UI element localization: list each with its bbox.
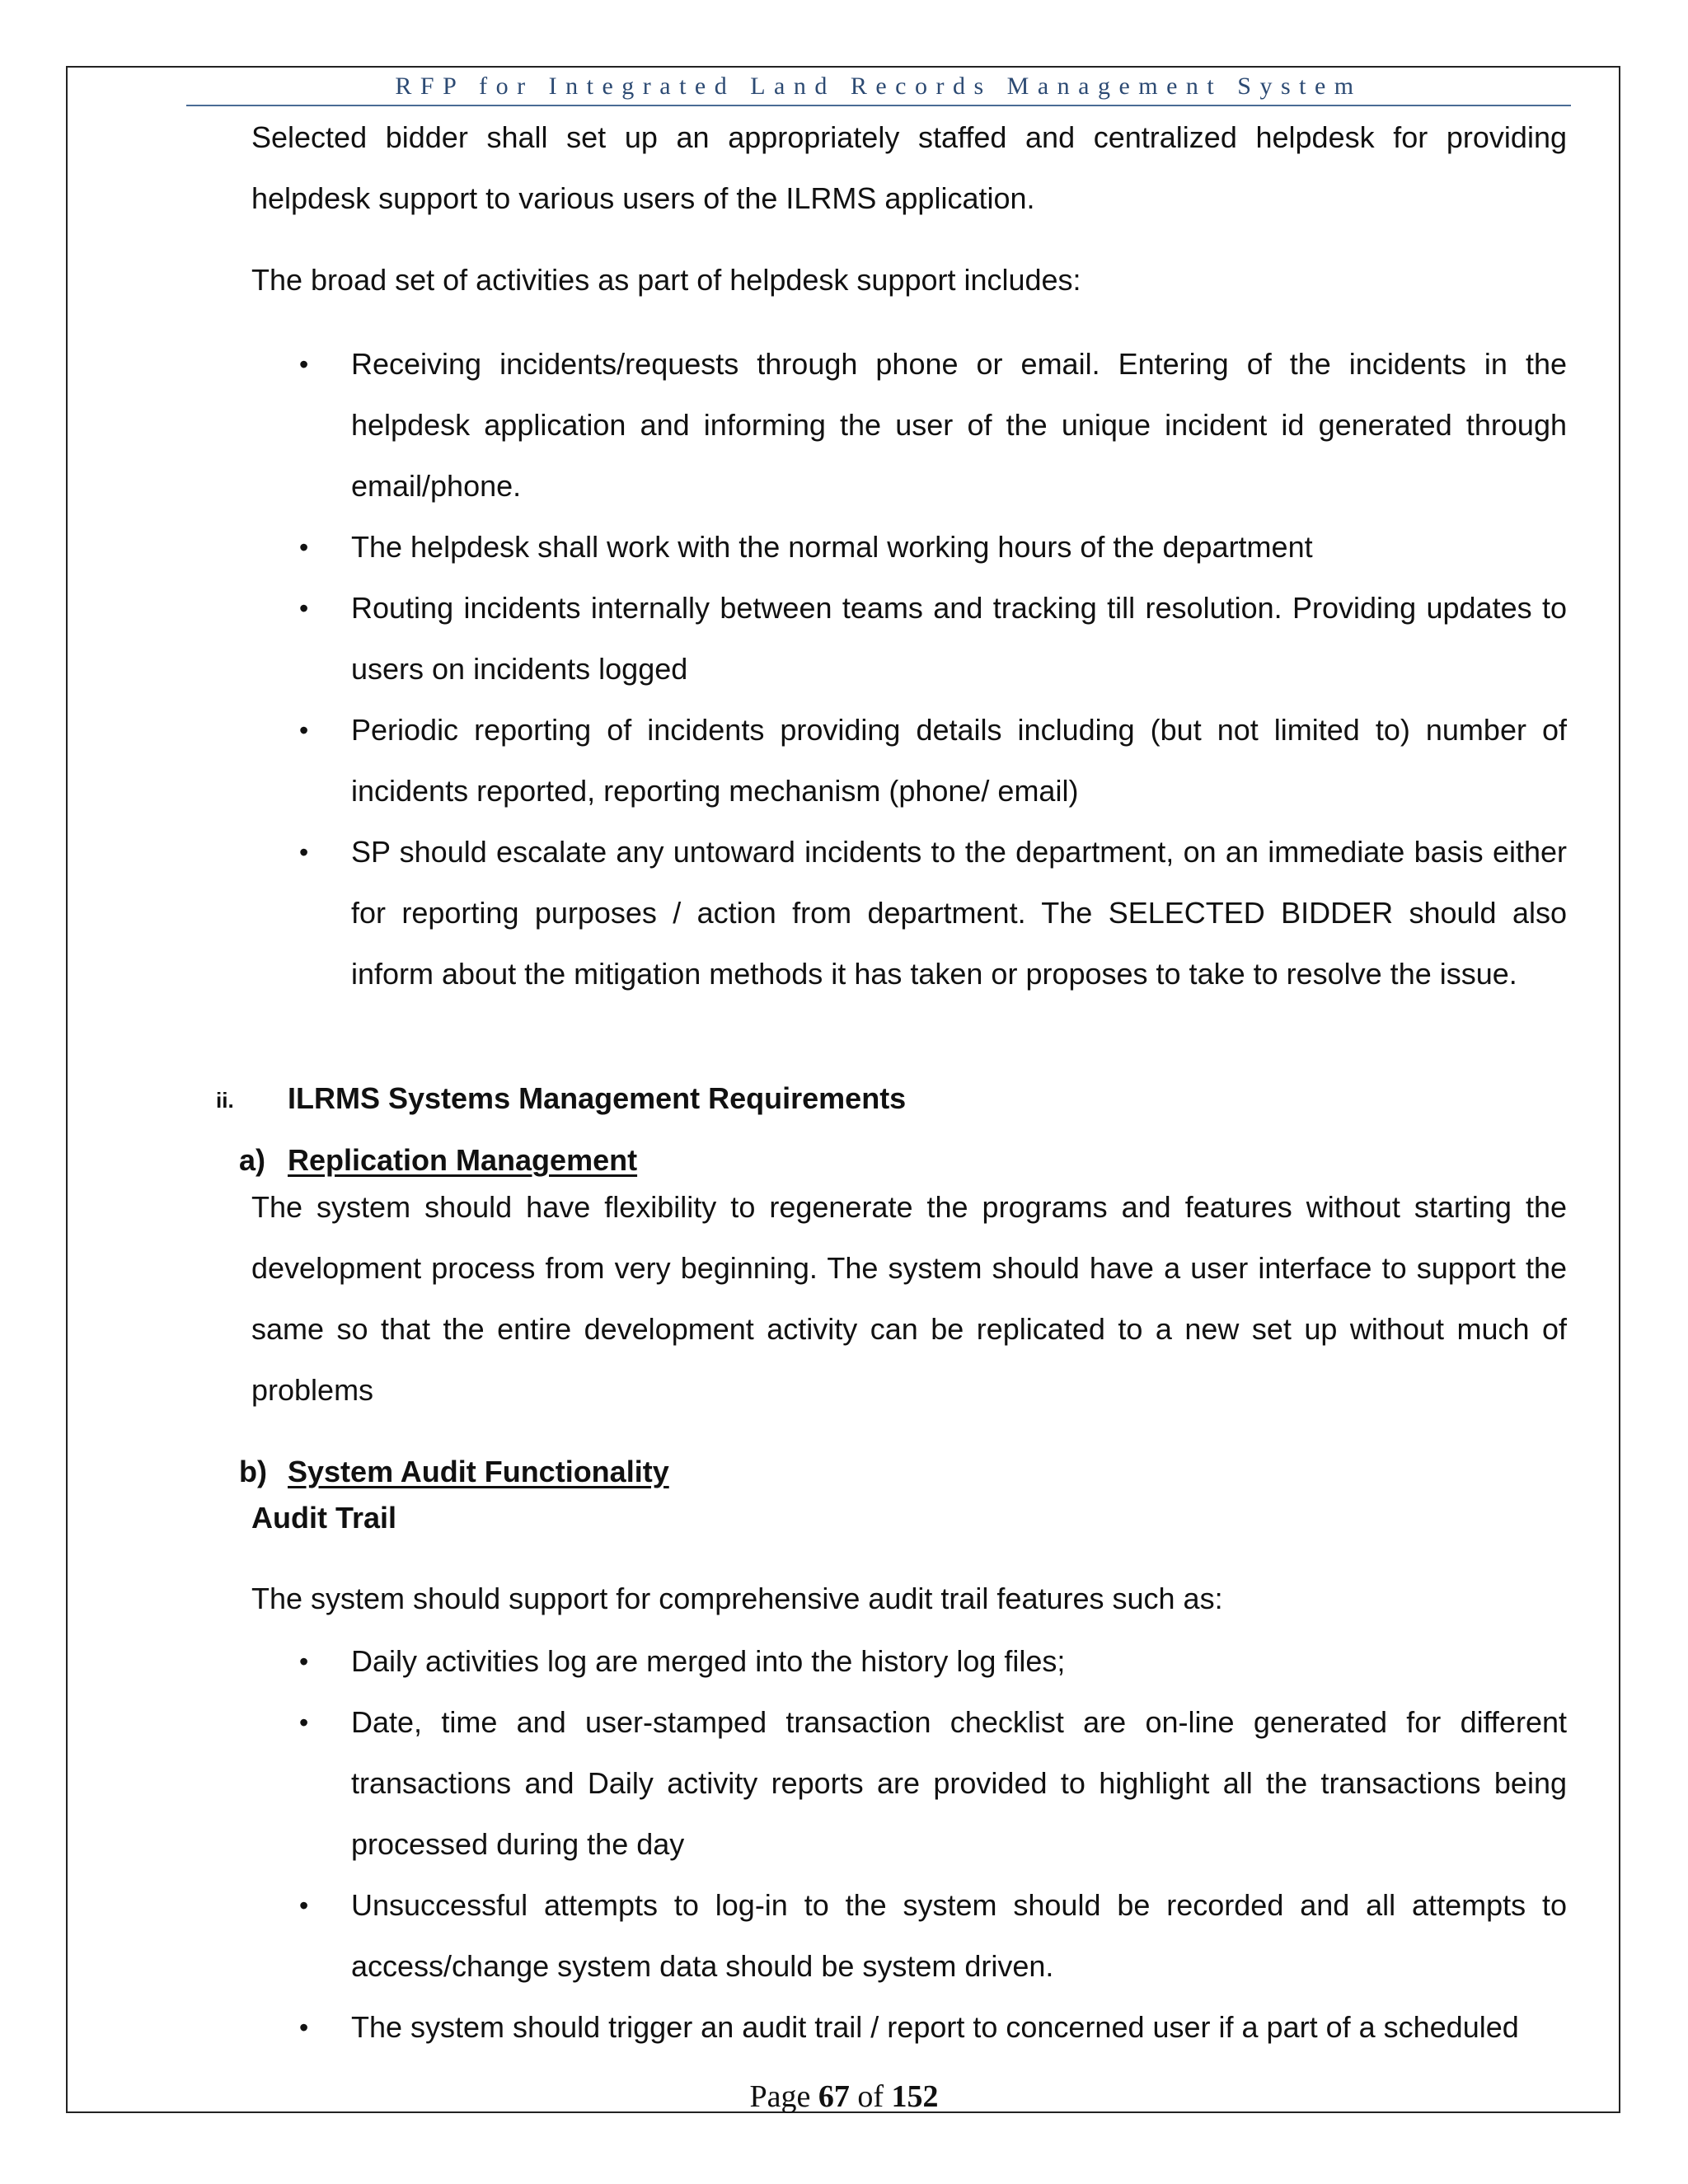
header-rule (186, 105, 1571, 106)
audit-heading: System Audit Functionality (288, 1455, 669, 1488)
list-item-text: Daily activities log are merged into the history log files; (351, 1644, 1066, 1678)
footer-total-pages: 152 (891, 2079, 939, 2114)
section-heading: ILRMS Systems Management Requirements (288, 1081, 907, 1115)
audit-lead: The system should support for comprehensive audit trail features such as: (251, 1582, 1223, 1615)
intro-paragraph: Selected bidder shall set up an appropriately staffed and centralized helpdesk for providing helpdesk support to various users of the ILRMS application. (251, 120, 1567, 215)
list-item (251, 1631, 1567, 1692)
bullet-icon: • (299, 1647, 309, 1676)
footer-page-word: Page (749, 2079, 811, 2114)
bullet-icon: • (299, 349, 309, 379)
running-header: RFP for Integrated Land Records Management System (395, 73, 1362, 100)
replication-heading: Replication Management (288, 1143, 638, 1177)
replication-paragraph: The system should have flexibility to regenerate the programs and features without starting the development process from very beginning. The system should have a user interface to support the same so that the entire development activity can be replicated to a new set up without much of problems (251, 1190, 1567, 1407)
list-item (251, 1997, 1567, 2058)
page-footer (0, 2079, 1688, 2115)
helpdesk-activities-list (251, 334, 1567, 1005)
list-item-text: The helpdesk shall work with the normal working hours of the department (351, 530, 1313, 564)
list-item-text: The system should trigger an audit trail / report to concerned user if a part of a scheduled (351, 2010, 1519, 2044)
list-item (251, 700, 1567, 822)
bullet-icon: • (299, 1891, 309, 1920)
subsection-letter-a: a) (239, 1143, 266, 1177)
footer-of-word: of (857, 2079, 884, 2114)
activities-lead: The broad set of activities as part of helpdesk support includes: (251, 263, 1081, 297)
list-item-text: Date, time and user-stamped transaction checklist are on-line generated for different transactions and Daily activity reports are provided to highlight all the transactions being processed during the day (351, 1705, 1567, 1861)
bullet-icon: • (299, 2013, 309, 2042)
list-item-text: Routing incidents internally between teams and tracking till resolution. Providing updates to users on incidents logged (351, 591, 1567, 686)
bullet-icon: • (299, 715, 309, 745)
bullet-icon: • (299, 593, 309, 623)
bullet-icon: • (299, 532, 309, 562)
list-item (251, 517, 1567, 578)
section-number: ii. (216, 1088, 234, 1113)
list-item (251, 1692, 1567, 1875)
list-item-text: Receiving incidents/requests through phone or email. Entering of the incidents in the helpdesk application and informing the user of the unique incident id generated through email/phone. (351, 347, 1567, 503)
footer-page-number: 67 (818, 2079, 850, 2114)
audit-subheading: Audit Trail (251, 1501, 397, 1535)
list-item (251, 1875, 1567, 1997)
list-item (251, 578, 1567, 700)
subsection-letter-b: b) (239, 1455, 267, 1488)
list-item-text: Unsuccessful attempts to log-in to the system should be recorded and all attempts to access/change system data should be system driven. (351, 1888, 1567, 1983)
list-item (251, 334, 1567, 517)
list-item-text: Periodic reporting of incidents providing details including (but not limited to) number of incidents reported, reporting mechanism (phone/ email) (351, 713, 1567, 808)
bullet-icon: • (299, 837, 309, 867)
audit-features-list (251, 1631, 1567, 2058)
bullet-icon: • (299, 1708, 309, 1737)
list-item (251, 822, 1567, 1005)
list-item-text: SP should escalate any untoward incidents to the department, on an immediate basis either for reporting purposes / action from department. The SELECTED BIDDER should also inform about the mitigation methods it has taken or proposes to take to resolve the issue. (351, 835, 1567, 991)
